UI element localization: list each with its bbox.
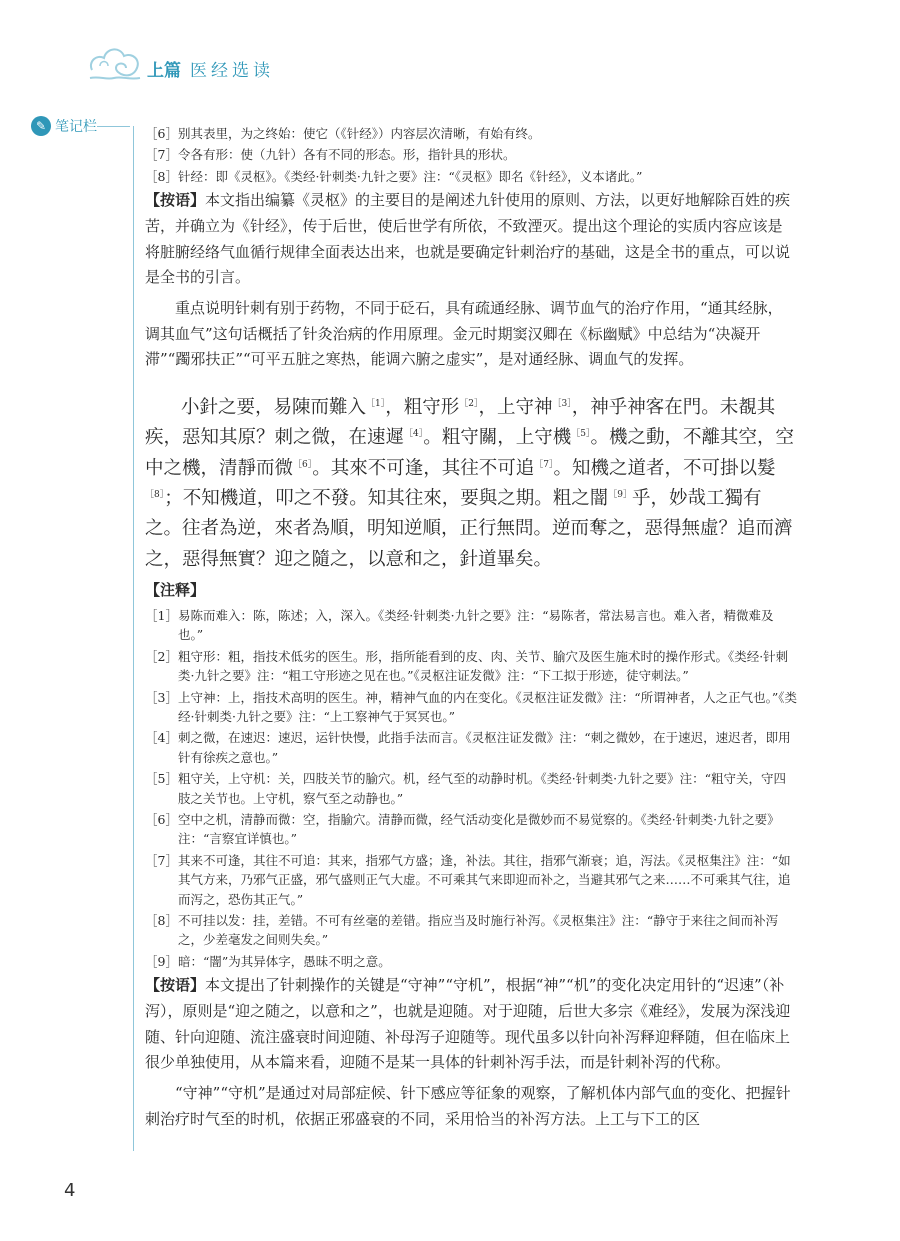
note-ref: ［6］ (293, 459, 313, 470)
note-ref: ［3］ (552, 398, 572, 409)
notes-column-label: 笔记栏 (55, 119, 97, 135)
note-ref: ［7］ (534, 459, 554, 470)
annotation-tag: 【按语】 (145, 976, 206, 995)
note-ref: ［5］ (571, 429, 591, 440)
note-8: ［8］不可挂以发：挂，差错。不可有丝毫的差错。指应当及时施行补泻。《灵枢集注》注：“静守于来往之间而补泻之，少差毫发之间则失矣。” (145, 913, 779, 948)
notes-column-tag (31, 116, 97, 136)
pen-note-icon: ✎ (31, 116, 51, 136)
note-3: ［3］上守神：上，指技术高明的医生。神，精神气血的内在变化。《灵枢注证发微》注：“所谓神者，人之正气也。”《类经·针刺类·九针之要》注：“上工察神气于冥冥也。” (145, 689, 797, 724)
annotation-tag: 【按语】 (145, 191, 206, 210)
cloud-ornament-icon (86, 40, 144, 86)
classic-segment: 小針之要，易陳而難入 (181, 397, 367, 419)
header-title: 医经选读 (190, 61, 274, 81)
classic-segment: ；不知機道，叩之不發。知其往來，要與之期。粗之闇 (164, 488, 609, 510)
page-number: 4 (64, 1180, 76, 1201)
annotation-paragraph-2: “守神”“守机”是通过对局部症候、针下感应等征象的观察，了解机体内部气血的变化、把握针刺治疗时气至的时机，依据正邪盛衰的不同，采用恰当的补泻方法。上工与下工的区 (145, 1084, 791, 1128)
page-header (0, 0, 900, 120)
classic-text (145, 393, 797, 575)
footnote-6: ［6］别其表里，为之终始：使它（《针经》）内容层次清晰，有始有终。 (145, 126, 541, 141)
classic-segment: 。知機之道者，不可掛以髮 (553, 457, 776, 479)
note-ref: ［9］ (608, 489, 632, 500)
header-part: 上篇 (147, 61, 181, 81)
annotation-text: 本文提出了针刺操作的关键是“守神”“守机”，根据“神”“机”的变化决定用针的“迟速”（补泻），原则是“迎之随之，以意和之”，也就是迎随。对于迎随，后世大多宗《难经》，发展为深浅迎随、针向迎随、流注盛衰时间迎随、补母泻子迎随等。现代虽多以针向补泻释迎释随，但在临床上很少单独使用，从本篇来看，迎随不是某一具体的针刺补泻手法，而是针刺补泻的代称。 (145, 976, 791, 1072)
main-content (145, 124, 797, 1132)
note-4: ［4］刺之微，在速迟：速迟，运针快慢，此指手法而言。《灵枢注证发微》注：“刺之微妙，在于速迟，速迟者，即用针有徐疾之意也。” (145, 730, 791, 765)
note-ref: ［1］ (366, 398, 386, 409)
note-2: ［2］粗守形：粗，指技术低劣的医生。形，指所能看到的皮、肉、关节、腧穴及医生施术时的操作形式。《类经·针刺类·九针之要》注：“粗工守形迹之见在也。”《灵枢注证发微》注：“下工拟于形迹，徒守刺法。” (145, 648, 789, 684)
annotation-paragraph (145, 188, 797, 291)
classic-segment: 。其來不可逢，其往不可追 (312, 457, 535, 479)
margin-divider (133, 126, 134, 1151)
note-9: ［9］暗：“闇”为其异体字，愚昧不明之意。 (145, 953, 391, 969)
note-7: ［7］其来不可逢，其往不可追：其来，指邪气方盛；逢，补法。其往，指邪气渐衰；追，泻法。《灵枢集注》注：“如其气方来，乃邪气正盛，邪气盛则正气大虚。不可乘其气来即迎而补之，当避其邪气之来……不可乘其气往，追而泻之，恐伤其正气。” (145, 852, 791, 907)
classic-segment: ，上守神 (478, 397, 553, 419)
note-ref: ［8］ (145, 489, 165, 500)
notes-rule (97, 126, 130, 127)
footnote-7: ［7］令各有形：使（九针）各有不同的形态。形，指针具的形状。 (145, 147, 516, 163)
annotation-paragraph (145, 973, 797, 1076)
classic-segment: 乎，妙哉工獨有之。往者為逆，來者為順，明知逆順，正行無問。逆而奪之，惡得無虛？追而濟之，惡得無實？迎之隨之，以意和之，針道畢矣。 (145, 488, 793, 570)
classic-segment: ，粗守形 (385, 397, 460, 419)
annotation-paragraph-2: 重点说明针刺有别于药物，不同于砭石，具有疏通经脉、调节血气的治疗作用，“通其经脉，调其血气”这句话概括了针灸治病的作用原理。金元时期窦汉卿在《标幽赋》中总结为“决凝开滞”“躅邪扶正”“可平五脏之寒热，能调六腑之虚实”，是对通经脉、调血气的发挥。 (145, 299, 783, 369)
note-5: ［5］粗守关，上守机：关，四肢关节的腧穴。机，经气至的动静时机。《类经·针刺类·九针之要》注：“粗守关，守四肢之关节也。上守机，察气至之动静也。” (145, 771, 787, 806)
notes-heading: 【注释】 (145, 580, 206, 599)
footnote-8: ［8］针经：即《灵枢》。《类经·针刺类·九针之要》注：“《灵枢》即名《针经》，义本诸此。” (145, 168, 643, 184)
classic-segment: ，神乎神客在門。未覩其疾，惡知其原？刺之微，在速遲 (145, 397, 776, 449)
annotation-text: 本文指出编纂《灵枢》的主要目的是阐述九针使用的原则、方法，以更好地解除百姓的疾苦，并确立为《针经》，传于后世，使后世学有所依，不致湮灭。提出这个理论的实质内容应该是将脏腑经络气血循行规律全面表达出来，也就是要确定针刺治疗的基础，这是全书的重点，可以说是全书的引言。 (145, 191, 791, 287)
note-6: ［6］空中之机，清静而微：空，指腧穴。清静而微，经气活动变化是微妙而不易觉察的。《类经·针刺类·九针之要》注：“言察宜详慎也。” (145, 811, 780, 847)
note-1: ［1］易陈而难入：陈，陈述；入，深入。《类经·针刺类·九针之要》注：“易陈者，常法易言也。难入者，精微难及也。” (145, 607, 774, 643)
note-ref: ［2］ (459, 398, 479, 409)
classic-segment: 。機之動，不離其空，空中之機，清靜而微 (145, 427, 795, 479)
classic-segment: 。粗守關，上守機 (423, 427, 572, 449)
note-ref: ［4］ (404, 429, 424, 440)
